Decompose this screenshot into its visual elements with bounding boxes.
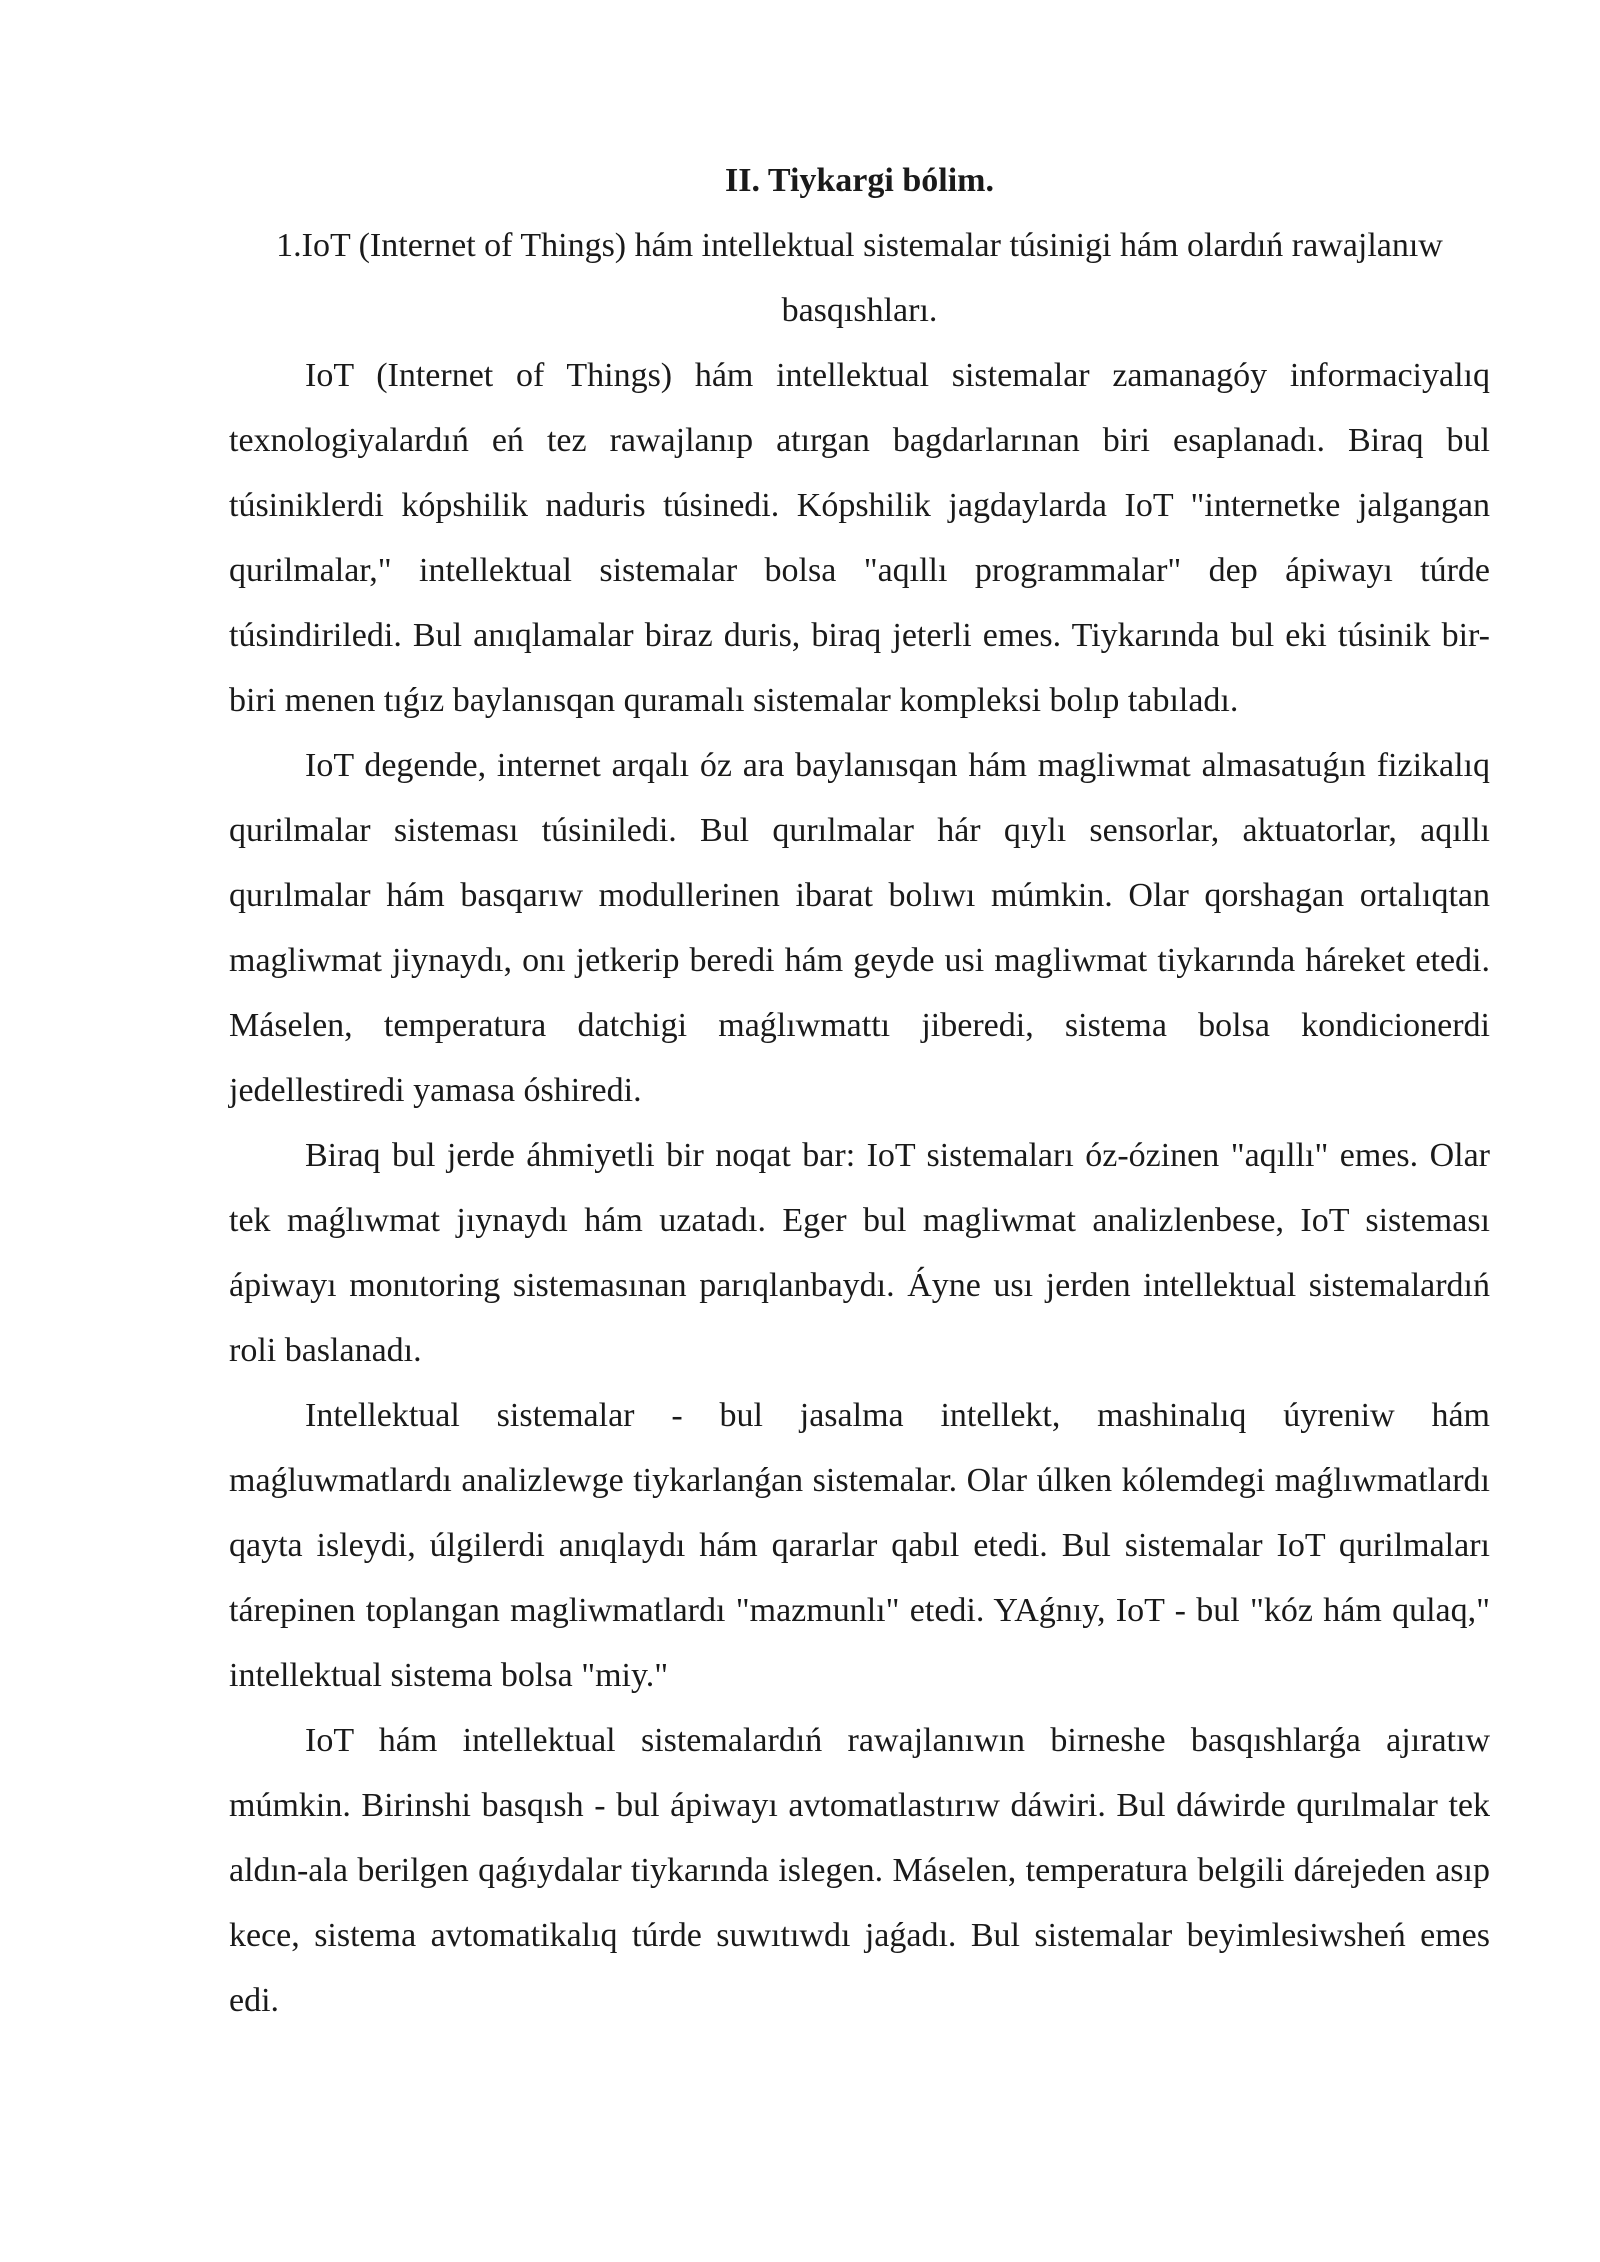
paragraph: IoT degende, internet arqalı óz ara baylanısqan hám magliwmat almasatuǵın fizikalıq qurilmalar sisteması túsiniledi. Bul qurılmalar hár qıylı sensorlar, aktuatorlar, aqıllı qurılmalar hám basqarıw modullerinen ibarat bolıwı múmkin. Olar qorshagan ortalıqtan magliwmat jiynaydı, onı jetkerip beredi hám geyde usi magliwmat tiykarında háreket etedi. Máselen, temperatura datchigi maǵlıwmattı jiberedi, sistema bolsa kondicionerdi jedellestiredi yamasa óshiredi.	[229, 747, 1490, 1109]
subsection-heading: 1.IoT (Internet of Things) hám intellektual sistemalar túsinigi hám olardıń rawajlanıw basqıshları.	[276, 227, 1443, 329]
paragraph: Intellektual sistemalar - bul jasalma intellekt, mashinalıq úyreniw hám maǵluwmatlardı analizlewge tiykarlanǵan sistemalar. Olar úlken kólemdegi maǵlıwmatlardı qayta isleydi, úlgilerdi anıqlaydı hám qararlar qabıl etedi. Bul sistemalar IoT qurilmaları tárepinen toplangan magliwmatlardı "mazmunlı" etedi. YAǵnıy, IoT - bul "kóz hám qulaq," intellektual sistema bolsa "miy."	[229, 1397, 1490, 1694]
document-body	[229, 148, 1490, 2033]
paragraph: IoT hám intellektual sistemalardıń rawajlanıwın birneshe basqıshlarǵa ajıratıw múmkin. Birinshi basqısh - bul ápiwayı avtomatlastırıw dáwiri. Bul dáwirde qurılmalar tek aldın-ala berilgen qaǵıydalar tiykarında islegen. Máselen, temperatura belgili dárejeden asıp kece, sistema avtomatikalıq túrde suwıtıwdı jaǵadı. Bul sistemalar beyimlesiwsheń emes edi.	[229, 1722, 1490, 2019]
paragraph: Biraq bul jerde áhmiyetli bir noqat bar: IoT sistemaları óz-ózinen "aqıllı" emes. Olar tek maǵlıwmat jıynaydı hám uzatadı. Eger bul magliwmat analizlenbese, IoT sisteması ápiwayı monıtoring sistemasınan parıqlanbaydı. Áyne usı jerden intellektual sistemalardıń roli baslanadı.	[229, 1137, 1490, 1369]
section-heading: II. Tiykargi bólim.	[725, 162, 994, 199]
paragraph: IoT (Internet of Things) hám intellektual sistemalar zamanagóy informaciyalıq texnologiyalardıń eń tez rawajlanıp atırgan bagdarlarınan biri esaplanadı. Biraq bul túsiniklerdi kópshilik naduris túsinedi. Kópshilik jagdaylarda IoT "internetke jalgangan qurilmalar," intellektual sistemalar bolsa "aqıllı programmalar" dep ápiwayı túrde túsindiriledi. Bul anıqlamalar biraz duris, biraq jeterli emes. Tiykarında bul eki túsinik bir-biri menen tıǵız baylanısqan quramalı sistemalar kompleksi bolıp tabıladı.	[229, 357, 1490, 719]
